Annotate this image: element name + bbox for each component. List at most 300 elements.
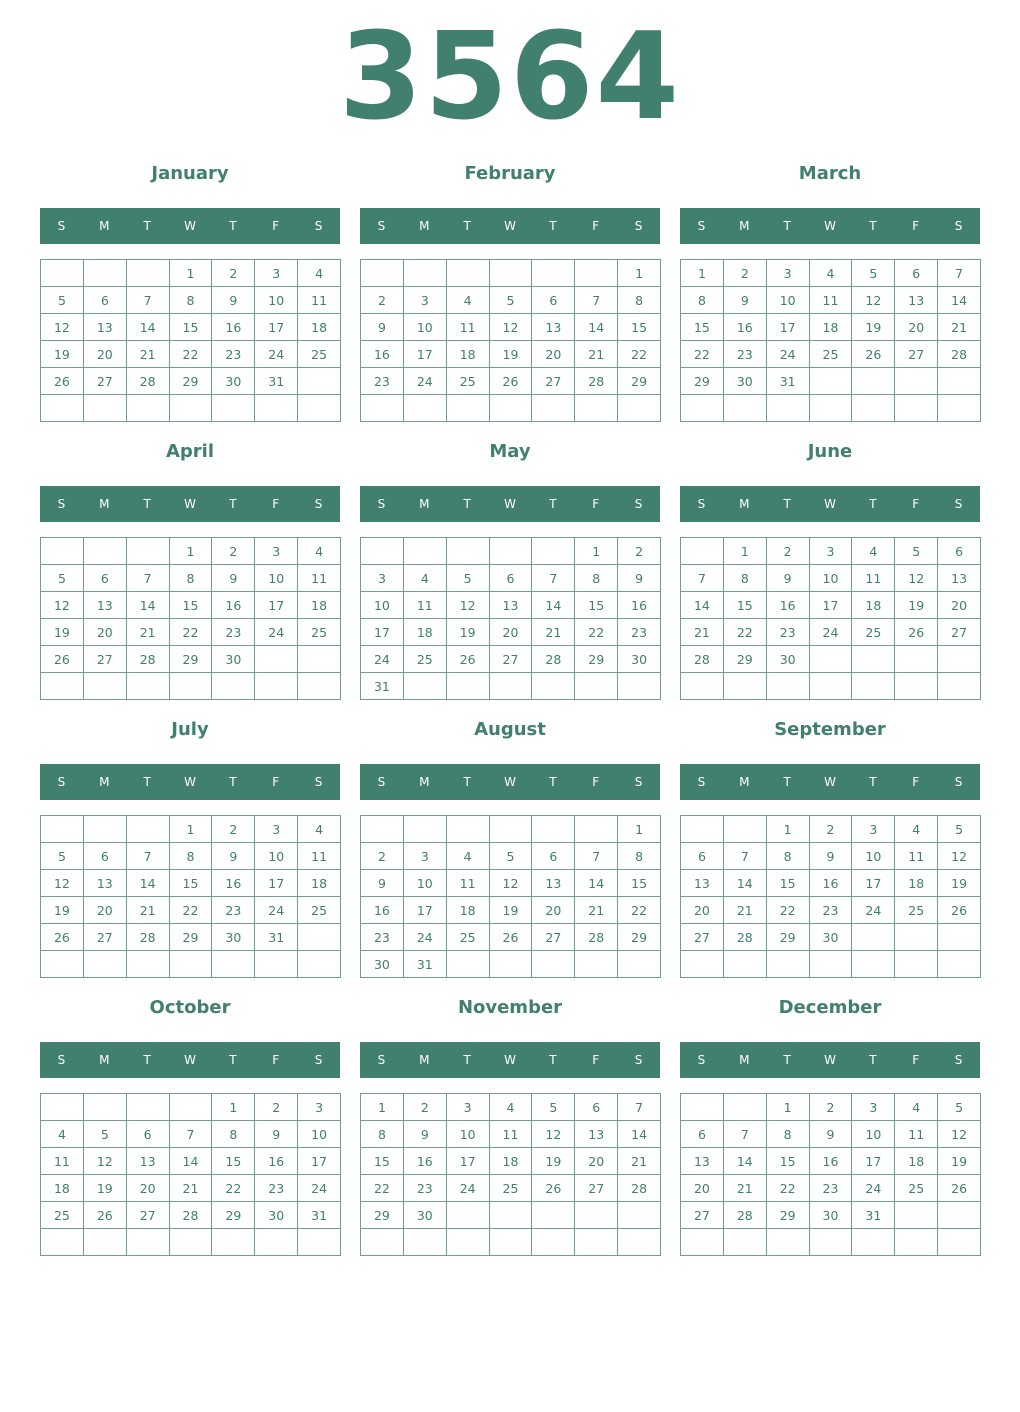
day-cell: 4 <box>298 816 341 843</box>
month-name: September <box>774 719 886 740</box>
day-cell: 16 <box>403 1148 446 1175</box>
day-cell: 3 <box>852 816 895 843</box>
empty-day-cell <box>681 816 724 843</box>
weekday-label: T <box>143 497 151 511</box>
weekday-label: S <box>57 1053 66 1067</box>
weekday-label: F <box>912 219 920 233</box>
week-row <box>681 260 981 287</box>
week-row <box>361 1229 661 1256</box>
empty-day-cell <box>126 816 169 843</box>
week-row <box>41 341 341 368</box>
day-cell: 26 <box>532 1175 575 1202</box>
empty-day-cell <box>41 1229 84 1256</box>
empty-day-cell <box>126 951 169 978</box>
empty-day-cell <box>298 646 341 673</box>
weekday-label: W <box>504 497 516 511</box>
day-cell: 21 <box>532 619 575 646</box>
empty-day-cell <box>212 951 255 978</box>
day-cell: 10 <box>403 314 446 341</box>
day-cell: 15 <box>681 314 724 341</box>
empty-day-cell <box>255 673 298 700</box>
week-row <box>681 1121 981 1148</box>
week-row <box>681 646 981 673</box>
weekday-label: M <box>739 219 750 233</box>
empty-day-cell <box>681 951 724 978</box>
empty-day-cell <box>255 646 298 673</box>
day-grid <box>40 1093 341 1256</box>
weekday-label: T <box>549 497 557 511</box>
week-row <box>361 924 661 951</box>
day-cell: 5 <box>83 1121 126 1148</box>
empty-day-cell <box>446 951 489 978</box>
day-grid <box>40 815 341 978</box>
empty-day-cell <box>852 646 895 673</box>
week-row <box>681 395 981 422</box>
week-row <box>361 646 661 673</box>
empty-day-cell <box>766 395 809 422</box>
weekday-label: T <box>783 497 791 511</box>
day-cell: 25 <box>298 619 341 646</box>
empty-day-cell <box>361 816 404 843</box>
day-cell: 25 <box>809 341 852 368</box>
empty-day-cell <box>446 816 489 843</box>
weekday-label: S <box>314 497 323 511</box>
day-cell: 29 <box>169 646 212 673</box>
empty-day-cell <box>723 673 766 700</box>
week-row <box>41 538 341 565</box>
day-cell: 7 <box>169 1121 212 1148</box>
day-cell: 10 <box>852 1121 895 1148</box>
empty-day-cell <box>895 646 938 673</box>
day-cell: 22 <box>618 341 661 368</box>
day-cell: 5 <box>489 843 532 870</box>
day-cell: 16 <box>809 1148 852 1175</box>
empty-day-cell <box>126 1094 169 1121</box>
day-cell: 29 <box>169 368 212 395</box>
empty-day-cell <box>681 1229 724 1256</box>
day-cell: 6 <box>681 1121 724 1148</box>
day-cell: 23 <box>618 619 661 646</box>
weekday-header <box>360 764 660 800</box>
weekday-label: T <box>783 219 791 233</box>
empty-day-cell <box>169 673 212 700</box>
day-cell: 3 <box>298 1094 341 1121</box>
weekday-label: F <box>912 1053 920 1067</box>
day-cell: 17 <box>766 314 809 341</box>
day-cell: 7 <box>532 565 575 592</box>
day-cell: 5 <box>938 1094 981 1121</box>
day-grid <box>40 537 341 700</box>
day-cell: 8 <box>766 1121 809 1148</box>
day-cell: 20 <box>938 592 981 619</box>
empty-day-cell <box>255 951 298 978</box>
day-cell: 13 <box>938 565 981 592</box>
day-cell: 31 <box>403 951 446 978</box>
day-cell: 16 <box>212 314 255 341</box>
week-row <box>41 1148 341 1175</box>
week-row <box>681 1202 981 1229</box>
empty-day-cell <box>361 260 404 287</box>
day-cell: 17 <box>446 1148 489 1175</box>
day-cell: 23 <box>212 619 255 646</box>
empty-day-cell <box>83 395 126 422</box>
day-cell: 3 <box>403 287 446 314</box>
empty-day-cell <box>126 260 169 287</box>
day-cell: 20 <box>126 1175 169 1202</box>
day-cell: 14 <box>575 870 618 897</box>
empty-day-cell <box>852 1229 895 1256</box>
empty-day-cell <box>83 673 126 700</box>
day-cell: 16 <box>255 1148 298 1175</box>
week-row <box>361 1121 661 1148</box>
empty-day-cell <box>446 395 489 422</box>
empty-day-cell <box>41 1094 84 1121</box>
week-row <box>41 1202 341 1229</box>
weekday-label: T <box>463 775 471 789</box>
day-cell: 11 <box>41 1148 84 1175</box>
day-cell: 3 <box>446 1094 489 1121</box>
day-cell: 29 <box>723 646 766 673</box>
day-cell: 31 <box>255 368 298 395</box>
month-name: January <box>151 163 229 184</box>
day-cell: 11 <box>403 592 446 619</box>
day-cell: 8 <box>169 287 212 314</box>
week-row <box>41 1121 341 1148</box>
year-title: 3564 <box>339 8 681 147</box>
day-cell: 24 <box>403 368 446 395</box>
empty-day-cell <box>809 395 852 422</box>
weekday-label: W <box>824 219 836 233</box>
day-cell: 15 <box>575 592 618 619</box>
day-cell: 14 <box>532 592 575 619</box>
empty-day-cell <box>169 1229 212 1256</box>
empty-day-cell <box>938 951 981 978</box>
day-cell: 21 <box>169 1175 212 1202</box>
day-cell: 3 <box>403 843 446 870</box>
empty-day-cell <box>938 924 981 951</box>
week-row <box>361 395 661 422</box>
day-cell: 1 <box>618 816 661 843</box>
day-cell: 15 <box>618 870 661 897</box>
day-cell: 14 <box>618 1121 661 1148</box>
empty-day-cell <box>446 673 489 700</box>
empty-day-cell <box>575 1202 618 1229</box>
empty-day-cell <box>532 1229 575 1256</box>
week-row <box>361 260 661 287</box>
weekday-header <box>40 208 340 244</box>
day-cell: 21 <box>575 897 618 924</box>
weekday-label: S <box>954 775 963 789</box>
day-cell: 28 <box>126 924 169 951</box>
day-cell: 8 <box>212 1121 255 1148</box>
month-name: October <box>149 997 231 1018</box>
empty-day-cell <box>575 260 618 287</box>
empty-day-cell <box>361 395 404 422</box>
day-cell: 24 <box>446 1175 489 1202</box>
week-row <box>361 1202 661 1229</box>
empty-day-cell <box>83 951 126 978</box>
empty-day-cell <box>41 816 84 843</box>
day-cell: 26 <box>489 368 532 395</box>
day-cell: 25 <box>489 1175 532 1202</box>
weekday-label: W <box>824 775 836 789</box>
weekday-label: M <box>419 219 430 233</box>
week-row <box>361 592 661 619</box>
empty-day-cell <box>298 1229 341 1256</box>
day-cell: 4 <box>852 538 895 565</box>
week-row <box>361 565 661 592</box>
day-cell: 24 <box>852 1175 895 1202</box>
day-cell: 12 <box>852 287 895 314</box>
day-cell: 13 <box>532 870 575 897</box>
day-cell: 29 <box>618 368 661 395</box>
empty-day-cell <box>681 395 724 422</box>
day-cell: 15 <box>169 592 212 619</box>
weekday-header <box>680 208 980 244</box>
weekday-header <box>360 486 660 522</box>
day-cell: 13 <box>83 592 126 619</box>
day-cell: 11 <box>809 287 852 314</box>
weekday-label: S <box>314 775 323 789</box>
empty-day-cell <box>41 538 84 565</box>
weekday-label: T <box>229 219 237 233</box>
day-cell: 9 <box>766 565 809 592</box>
day-cell: 12 <box>938 843 981 870</box>
week-row <box>41 592 341 619</box>
day-cell: 30 <box>403 1202 446 1229</box>
empty-day-cell <box>852 924 895 951</box>
weekday-label: F <box>272 1053 280 1067</box>
day-cell: 20 <box>83 619 126 646</box>
weekday-label: F <box>592 1053 600 1067</box>
day-cell: 29 <box>575 646 618 673</box>
day-grid <box>360 259 661 422</box>
week-row <box>361 897 661 924</box>
day-cell: 22 <box>575 619 618 646</box>
day-cell: 10 <box>852 843 895 870</box>
day-cell: 30 <box>212 368 255 395</box>
empty-day-cell <box>852 951 895 978</box>
empty-day-cell <box>83 816 126 843</box>
week-row <box>681 870 981 897</box>
day-cell: 26 <box>938 1175 981 1202</box>
day-cell: 3 <box>766 260 809 287</box>
weekday-label: W <box>184 497 196 511</box>
day-cell: 24 <box>766 341 809 368</box>
weekday-label: S <box>57 497 66 511</box>
day-cell: 4 <box>446 843 489 870</box>
day-cell: 27 <box>681 1202 724 1229</box>
day-cell: 20 <box>83 341 126 368</box>
weekday-header <box>360 1042 660 1078</box>
day-cell: 6 <box>532 287 575 314</box>
empty-day-cell <box>575 395 618 422</box>
week-row <box>361 341 661 368</box>
empty-day-cell <box>169 395 212 422</box>
day-cell: 3 <box>852 1094 895 1121</box>
empty-day-cell <box>723 951 766 978</box>
day-cell: 30 <box>766 646 809 673</box>
day-cell: 15 <box>723 592 766 619</box>
empty-day-cell <box>489 1229 532 1256</box>
empty-day-cell <box>938 368 981 395</box>
day-cell: 21 <box>126 619 169 646</box>
day-cell: 6 <box>83 843 126 870</box>
month-name: June <box>807 441 853 462</box>
day-cell: 14 <box>723 870 766 897</box>
day-cell: 24 <box>852 897 895 924</box>
day-cell: 27 <box>681 924 724 951</box>
empty-day-cell <box>766 951 809 978</box>
day-cell: 16 <box>723 314 766 341</box>
week-row <box>361 816 661 843</box>
day-cell: 26 <box>83 1202 126 1229</box>
day-cell: 16 <box>212 870 255 897</box>
empty-day-cell <box>681 1094 724 1121</box>
day-cell: 4 <box>895 1094 938 1121</box>
day-cell: 28 <box>723 924 766 951</box>
empty-day-cell <box>489 951 532 978</box>
day-cell: 27 <box>83 924 126 951</box>
week-row <box>681 1148 981 1175</box>
day-cell: 7 <box>723 1121 766 1148</box>
week-row <box>41 870 341 897</box>
day-grid <box>680 1093 981 1256</box>
empty-day-cell <box>532 260 575 287</box>
day-cell: 29 <box>618 924 661 951</box>
day-cell: 8 <box>618 287 661 314</box>
empty-day-cell <box>938 1202 981 1229</box>
empty-day-cell <box>298 951 341 978</box>
weekday-label: S <box>377 497 386 511</box>
empty-day-cell <box>532 816 575 843</box>
weekday-label: T <box>143 775 151 789</box>
day-cell: 19 <box>532 1148 575 1175</box>
day-cell: 12 <box>895 565 938 592</box>
day-cell: 2 <box>361 843 404 870</box>
empty-day-cell <box>446 1202 489 1229</box>
day-cell: 8 <box>766 843 809 870</box>
day-cell: 27 <box>575 1175 618 1202</box>
weekday-header <box>360 208 660 244</box>
day-cell: 1 <box>169 260 212 287</box>
day-grid <box>680 537 981 700</box>
weekday-label: M <box>99 1053 110 1067</box>
day-cell: 23 <box>212 341 255 368</box>
empty-day-cell <box>255 395 298 422</box>
weekday-label: M <box>99 775 110 789</box>
weekday-label: T <box>869 775 877 789</box>
weekday-label: S <box>634 497 643 511</box>
day-cell: 10 <box>446 1121 489 1148</box>
day-cell: 26 <box>895 619 938 646</box>
day-cell: 6 <box>83 565 126 592</box>
weekday-label: S <box>634 1053 643 1067</box>
day-cell: 20 <box>681 1175 724 1202</box>
empty-day-cell <box>532 673 575 700</box>
day-cell: 18 <box>895 870 938 897</box>
day-cell: 9 <box>618 565 661 592</box>
day-cell: 25 <box>446 368 489 395</box>
empty-day-cell <box>212 673 255 700</box>
day-cell: 8 <box>618 843 661 870</box>
day-cell: 10 <box>255 565 298 592</box>
day-cell: 8 <box>575 565 618 592</box>
day-cell: 23 <box>361 368 404 395</box>
empty-day-cell <box>895 951 938 978</box>
weekday-label: T <box>549 219 557 233</box>
empty-day-cell <box>809 368 852 395</box>
day-cell: 30 <box>212 924 255 951</box>
weekday-label: W <box>824 497 836 511</box>
week-row <box>41 314 341 341</box>
day-cell: 2 <box>403 1094 446 1121</box>
day-cell: 19 <box>41 619 84 646</box>
weekday-label: S <box>954 1053 963 1067</box>
day-cell: 19 <box>895 592 938 619</box>
weekday-header <box>40 1042 340 1078</box>
month-name: July <box>171 719 209 740</box>
day-cell: 7 <box>575 287 618 314</box>
day-cell: 20 <box>532 897 575 924</box>
day-cell: 9 <box>723 287 766 314</box>
day-cell: 8 <box>681 287 724 314</box>
day-cell: 15 <box>766 1148 809 1175</box>
weekday-label: W <box>184 775 196 789</box>
day-cell: 22 <box>723 619 766 646</box>
weekday-label: F <box>592 497 600 511</box>
day-cell: 14 <box>169 1148 212 1175</box>
empty-day-cell <box>575 673 618 700</box>
weekday-label: T <box>783 775 791 789</box>
weekday-label: T <box>463 219 471 233</box>
day-cell: 18 <box>446 341 489 368</box>
empty-day-cell <box>895 673 938 700</box>
day-cell: 28 <box>681 646 724 673</box>
day-cell: 17 <box>852 870 895 897</box>
day-cell: 2 <box>255 1094 298 1121</box>
week-row <box>681 314 981 341</box>
day-cell: 1 <box>575 538 618 565</box>
day-cell: 23 <box>403 1175 446 1202</box>
day-cell: 12 <box>489 870 532 897</box>
day-cell: 25 <box>895 1175 938 1202</box>
day-cell: 22 <box>169 619 212 646</box>
day-cell: 27 <box>83 646 126 673</box>
weekday-label: W <box>504 1053 516 1067</box>
weekday-label: M <box>419 775 430 789</box>
day-grid <box>680 259 981 422</box>
day-cell: 21 <box>575 341 618 368</box>
empty-day-cell <box>852 673 895 700</box>
empty-day-cell <box>83 260 126 287</box>
day-cell: 12 <box>41 592 84 619</box>
day-cell: 31 <box>766 368 809 395</box>
week-row <box>681 619 981 646</box>
empty-day-cell <box>681 673 724 700</box>
day-cell: 8 <box>361 1121 404 1148</box>
empty-day-cell <box>895 1202 938 1229</box>
day-cell: 31 <box>852 1202 895 1229</box>
weekday-label: T <box>549 1053 557 1067</box>
week-row <box>361 619 661 646</box>
empty-day-cell <box>895 924 938 951</box>
week-row <box>361 538 661 565</box>
day-cell: 17 <box>255 870 298 897</box>
day-cell: 2 <box>212 816 255 843</box>
day-cell: 17 <box>809 592 852 619</box>
weekday-label: S <box>377 775 386 789</box>
